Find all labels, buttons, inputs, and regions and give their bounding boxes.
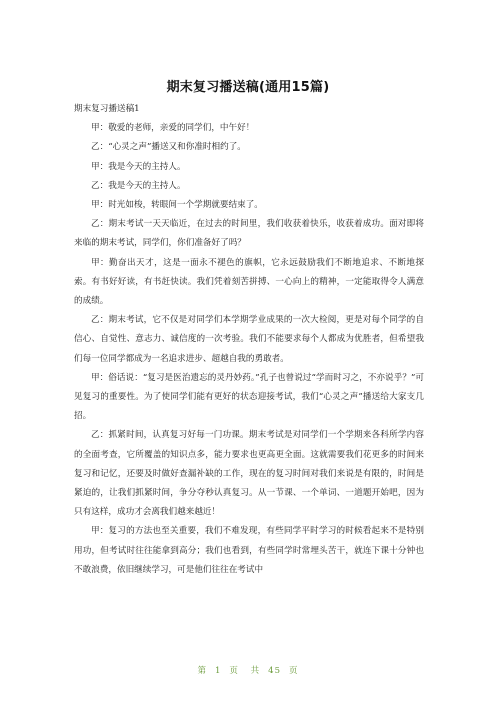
paragraph: 甲：我是今天的主持人。 xyxy=(91,161,186,172)
paragraph: 甲：复习的方法也至关重要，我们不难发现，有些同学平时学习的时候看起来不是特别用功，但考试时往往能拿到高分；我们也看到，有些同学时常埋头苦干，就连下课十分钟也不敢浪费，依旧继续学习，可是他们往往在考试中 xyxy=(74,526,424,575)
page-label: 第 xyxy=(197,666,207,676)
section-heading: 期末复习播送稿1 xyxy=(74,104,140,114)
document-title: 期末复习播送稿(通用15篇) xyxy=(166,80,330,95)
total-label: 共 xyxy=(250,666,261,676)
paragraph: 甲：时光如梭，转眼间一个学期就要结束了。 xyxy=(91,200,263,211)
total-unit: 页 xyxy=(288,666,299,676)
paragraph: 甲：俗话说：“复习是医治遗忘的灵丹妙药。”孔子也曾说过“学而时习之，不亦说乎？”可见复习的重要性。为了使同学们能有更好的状态迎接考试，我们“心灵之声”播送给大家支几招。 xyxy=(74,372,424,422)
paragraph: 乙：“心灵之声”播送又和你准时相约了。 xyxy=(91,142,246,153)
page-footer xyxy=(0,664,496,676)
page-unit: 页 xyxy=(229,666,239,676)
paragraph: 乙：抓紧时间，认真复习好每一门功课。期末考试是对同学们一个学期来各科所学内容的全面考查，它所覆盖的知识点多，能力要求也更高更全面。这就需要我们花更多的时间来复习和记忆，还要及时做好查漏补缺的工作，现在的复习时间对我们来说是有限的，时间是紧迫的，让我们抓紧时间，争分夺秒认真复习。从一节课、一个单词、一道题开始吧，因为只有这样，成功才会离我们越来越近！ xyxy=(74,430,424,518)
total-pages: 45 xyxy=(268,666,281,676)
paragraph: 乙：期末考试一天天临近，在过去的时间里，我们收获着快乐，收获着成功。面对即将来临的期末考试，同学们，你们准备好了吗？ xyxy=(74,219,424,249)
paragraph: 乙：我是今天的主持人。 xyxy=(91,180,186,191)
document-body xyxy=(74,100,424,580)
page-number: 1 xyxy=(215,666,222,676)
paragraph: 甲：敬爱的老师，亲爱的同学们，中午好！ xyxy=(91,123,255,134)
paragraph: 甲：勤奋出天才，这是一面永不褪色的旗帜，它永远鼓励我们不断地追求、不断地探索。有书好好读，有书赶快读。我们凭着刻苦拼搏、一心向上的精神，一定能取得令人满意的成绩。 xyxy=(74,257,424,307)
paragraph: 乙：期末考试，它不仅是对同学们本学期学业成果的一次大检阅，更是对每个同学的自信心、自觉性、意志力、诚信度的一次考验。我们不能要求每个人都成为优胜者，但希望我们每一位同学都成为一名追求进步、超越自我的勇敢者。 xyxy=(74,315,424,364)
